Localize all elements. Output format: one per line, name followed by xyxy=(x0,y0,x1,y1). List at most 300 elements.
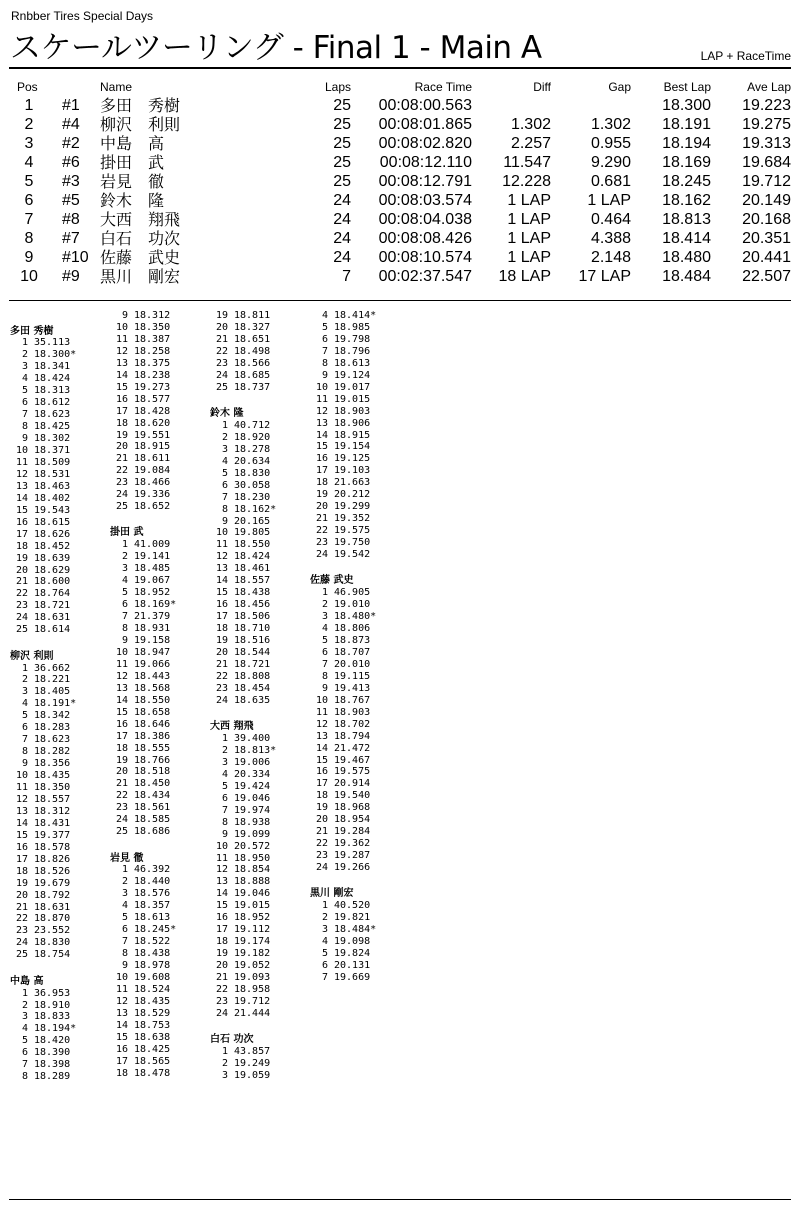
lap-time-entry xyxy=(110,441,170,453)
lap-time: 19.542 xyxy=(334,549,371,560)
lap-time: 18.435 xyxy=(134,995,171,1007)
lap-time-entry xyxy=(310,406,370,418)
lap-time-entry xyxy=(110,924,176,936)
lap-number: 11 xyxy=(15,456,28,468)
lap-time: 19.575 xyxy=(334,766,371,778)
lap-time: 18.312 xyxy=(134,310,171,321)
lap-time: 18.686 xyxy=(134,826,171,838)
lap-time: 18.915 xyxy=(334,429,371,441)
lap-time: 18.428 xyxy=(134,405,171,417)
lap-time: 18.707 xyxy=(334,646,371,658)
result-row xyxy=(0,191,800,210)
lap-time-entry xyxy=(310,635,370,647)
result-ave: 19.223 xyxy=(742,97,791,114)
lap-time-entry xyxy=(10,1071,70,1083)
lap-time: 18.954 xyxy=(334,814,371,826)
lap-time-entry xyxy=(310,346,370,358)
lap-time-entry xyxy=(110,418,170,430)
lap-number: 7 xyxy=(121,611,128,623)
lap-driver-name: 白石 功次 xyxy=(210,1034,254,1046)
lap-time: 19.249 xyxy=(234,1058,271,1070)
lap-time-entry xyxy=(110,1044,170,1056)
lap-time: 18.794 xyxy=(334,730,371,742)
lap-time: 18.830 xyxy=(34,937,71,949)
lap-time-entry xyxy=(110,310,170,322)
lap-time-entry xyxy=(310,719,370,731)
lap-number: 17 xyxy=(115,1055,128,1067)
lap-time-entry xyxy=(10,842,70,854)
lap-time-entry xyxy=(210,635,270,647)
lap-time: 19.352 xyxy=(334,513,371,525)
lap-time-entry xyxy=(210,876,270,888)
lap-time-entry xyxy=(110,1032,170,1044)
lap-number: 12 xyxy=(215,864,228,876)
lap-number: 13 xyxy=(315,730,328,742)
result-no: #4 xyxy=(62,116,80,133)
lap-time: 18.888 xyxy=(234,876,271,888)
result-gap: 0.681 xyxy=(590,173,631,190)
lap-time-entry xyxy=(310,659,370,671)
result-ave: 19.712 xyxy=(742,173,791,190)
result-best: 18.414 xyxy=(662,230,711,247)
result-diff: 1 LAP xyxy=(507,249,551,266)
lap-time: 18.577 xyxy=(134,393,171,405)
lap-time: 18.526 xyxy=(34,865,71,877)
lap-number: 9 xyxy=(221,515,228,527)
lap-number: 18 xyxy=(215,623,228,635)
lap-time: 19.093 xyxy=(234,972,271,984)
lap-time: 18.387 xyxy=(134,333,171,345)
lap-number: 24 xyxy=(215,694,228,706)
lap-time: 18.631 xyxy=(34,901,71,913)
lap-time: 18.623 xyxy=(34,734,71,746)
lap-time: 19.182 xyxy=(234,948,271,960)
lap-time-entry xyxy=(210,912,270,924)
lap-number: 11 xyxy=(115,983,128,995)
lap-number: 18 xyxy=(115,417,128,429)
lap-number: 20 xyxy=(215,960,228,972)
lap-time: 19.067 xyxy=(134,575,171,587)
lap-time: 18.651 xyxy=(234,333,271,345)
lap-time-entry xyxy=(210,757,270,769)
lap-number: 2 xyxy=(21,674,28,686)
result-gap: 1 LAP xyxy=(587,192,631,209)
lap-time: 18.463 xyxy=(34,480,71,492)
lap-number: 10 xyxy=(15,445,28,457)
lap-number: 11 xyxy=(215,852,228,864)
lap-number: 24 xyxy=(115,814,128,826)
lap-number: 17 xyxy=(215,611,228,623)
lap-time-entry xyxy=(210,900,270,912)
lap-time: 18.438 xyxy=(134,948,171,960)
lap-number: 22 xyxy=(115,465,128,477)
lap-driver-name: 佐藤 武史 xyxy=(310,575,354,587)
lap-time: 43.857 xyxy=(234,1046,271,1058)
lap-number: 6 xyxy=(221,792,228,804)
lap-number: 7 xyxy=(21,1059,28,1071)
lap-time-entry xyxy=(210,310,270,322)
lap-time: 19.712 xyxy=(234,995,271,1007)
lap-time-entry xyxy=(10,902,70,914)
result-gap: 0.955 xyxy=(590,135,631,152)
lap-number: 15 xyxy=(315,754,328,766)
lap-time-entry xyxy=(110,778,170,790)
lap-time: 18.938 xyxy=(234,816,271,828)
result-laps: 24 xyxy=(333,211,351,228)
lap-time: 19.798 xyxy=(334,333,371,345)
lap-number: 14 xyxy=(115,694,128,706)
lap-time: 18.440 xyxy=(134,876,171,888)
lap-time: 19.174 xyxy=(234,936,271,948)
lap-time-entry xyxy=(110,1008,170,1020)
lap-time-entry xyxy=(10,481,70,493)
lap-time: 18.531 xyxy=(34,468,71,480)
lap-time-entry xyxy=(110,370,170,382)
lap-time-entry xyxy=(10,949,70,961)
lap-number: 22 xyxy=(215,670,228,682)
lap-time-entry xyxy=(10,663,70,675)
lap-time: 18.646 xyxy=(134,718,171,730)
lap-time: 40.520 xyxy=(334,900,371,912)
lap-number: 14 xyxy=(215,575,228,587)
lap-time: 19.006 xyxy=(234,756,271,768)
lap-number: 5 xyxy=(321,635,328,647)
lap-time-entry xyxy=(210,864,270,876)
lap-time-entry xyxy=(10,937,70,949)
lap-time-entry xyxy=(310,647,370,659)
lap-number: 4 xyxy=(321,623,328,635)
lap-time: 18.431 xyxy=(34,817,71,829)
lap-time: 18.402 xyxy=(34,492,71,504)
lap-number: 2 xyxy=(121,876,128,888)
lap-number: 15 xyxy=(15,504,28,516)
result-pos: 2 xyxy=(24,116,34,133)
lap-time-entry xyxy=(210,924,270,936)
lap-time-entry xyxy=(210,587,270,599)
lap-time-entry xyxy=(10,818,70,830)
report-mode: LAP + RaceTime xyxy=(700,49,791,63)
lap-time-entry xyxy=(10,1059,70,1071)
lap-number: 15 xyxy=(15,829,28,841)
lap-time: 19.052 xyxy=(234,960,271,972)
lap-time: 18.386 xyxy=(134,730,171,742)
lap-number: 14 xyxy=(315,429,328,441)
lap-time-entry xyxy=(210,492,270,504)
lap-number: 6 xyxy=(321,646,328,658)
lap-time-entry xyxy=(310,334,370,346)
lap-number: 23 xyxy=(215,357,228,369)
lap-time-entry xyxy=(110,743,170,755)
lap-time-entry xyxy=(110,1056,170,1068)
lap-time-entry xyxy=(210,805,270,817)
result-gap: 0.464 xyxy=(590,211,631,228)
lap-number: 14 xyxy=(315,742,328,754)
lap-number: 18 xyxy=(115,742,128,754)
lap-number: 22 xyxy=(215,983,228,995)
lap-time: 18.767 xyxy=(334,694,371,706)
lap-time: 18.425 xyxy=(134,1043,171,1055)
result-time: 00:08:12.791 xyxy=(378,173,472,190)
lap-time-entry xyxy=(210,984,270,996)
result-pos: 10 xyxy=(20,268,38,285)
lap-time-entry xyxy=(310,370,370,382)
lap-number: 15 xyxy=(115,381,128,393)
lap-number: 12 xyxy=(115,995,128,1007)
lap-time: 18.830 xyxy=(234,467,271,479)
lap-number: 2 xyxy=(221,744,228,756)
lap-time: 18.342 xyxy=(34,710,71,722)
lap-number: 8 xyxy=(221,503,228,515)
lap-time: 19.805 xyxy=(234,527,271,539)
lap-time-entry xyxy=(10,600,70,612)
lap-time: 19.059 xyxy=(234,1070,271,1082)
lap-time: 18.639 xyxy=(34,552,71,564)
lap-time-entry xyxy=(110,1068,170,1080)
lap-time: 18.947 xyxy=(134,646,171,658)
lap-number: 15 xyxy=(115,1031,128,1043)
lap-time-entry xyxy=(110,611,170,623)
lap-time-entry xyxy=(310,683,370,695)
lap-time-entry xyxy=(10,878,70,890)
lap-time-entry xyxy=(210,936,270,948)
result-best: 18.191 xyxy=(662,116,711,133)
lap-number: 19 xyxy=(215,948,228,960)
result-gap: 4.388 xyxy=(590,230,631,247)
lap-number: 13 xyxy=(215,876,228,888)
lap-time-entry xyxy=(210,382,270,394)
lap-number: 21 xyxy=(215,333,228,345)
lap-time-entry xyxy=(110,575,170,587)
lap-time: 18.230 xyxy=(234,491,271,503)
lap-time-entry xyxy=(10,421,70,433)
lap-number: 22 xyxy=(315,525,328,537)
lap-time-entry xyxy=(210,322,270,334)
lap-time: 19.124 xyxy=(334,369,371,381)
lap-time: 18.557 xyxy=(234,575,271,587)
lap-time-entry xyxy=(10,469,70,481)
lap-time: 18.611 xyxy=(134,453,171,465)
lap-time-entry xyxy=(310,453,370,465)
lap-number: 8 xyxy=(121,948,128,960)
lap-time: 19.824 xyxy=(334,948,371,960)
lap-time-entry xyxy=(310,501,370,513)
result-row xyxy=(0,267,800,286)
lap-number: 17 xyxy=(315,465,328,477)
lap-number: 24 xyxy=(315,549,328,560)
lap-time-entry xyxy=(210,647,270,659)
result-best: 18.813 xyxy=(662,211,711,228)
lap-time: 18.631 xyxy=(34,612,71,624)
result-diff: 1 LAP xyxy=(507,211,551,228)
lap-time: 18.808 xyxy=(234,670,271,682)
lap-time-entry xyxy=(210,432,270,444)
lap-number: 21 xyxy=(15,576,28,588)
lap-time-entry xyxy=(210,793,270,805)
lap-number: 4 xyxy=(21,373,28,385)
lap-number: 1 xyxy=(221,733,228,745)
lap-time: 19.046 xyxy=(234,888,271,900)
lap-driver-name: 柳沢 利則 xyxy=(10,650,54,662)
result-time: 00:08:10.574 xyxy=(378,249,472,266)
lap-time-entry xyxy=(110,394,170,406)
lap-time-entry xyxy=(310,537,370,549)
lap-time-entry xyxy=(210,599,270,611)
result-no: #6 xyxy=(62,154,80,171)
result-diff: 2.257 xyxy=(510,135,551,152)
lap-number: 3 xyxy=(21,361,28,373)
lap-time: 18.903 xyxy=(334,405,371,417)
lap-number: 18 xyxy=(15,865,28,877)
lap-time-entry xyxy=(210,358,270,370)
lap-time: 18.753 xyxy=(134,1019,171,1031)
result-ave: 19.275 xyxy=(742,116,791,133)
lap-number: 5 xyxy=(121,587,128,599)
col-diff-header: Diff xyxy=(533,80,551,94)
lap-time-entry xyxy=(110,635,170,647)
lap-time-entry xyxy=(210,539,270,551)
lap-time: 19.010 xyxy=(334,599,371,611)
lap-time: 18.550 xyxy=(134,694,171,706)
lap-time-entry xyxy=(310,826,370,838)
lap-number: 6 xyxy=(21,722,28,734)
lap-time: 18.950 xyxy=(234,852,271,864)
lap-time: 18.425 xyxy=(34,421,71,433)
lap-time-entry xyxy=(110,948,170,960)
lap-time-entry xyxy=(10,890,70,902)
lap-number: 3 xyxy=(21,686,28,698)
lap-number: 11 xyxy=(215,539,228,551)
result-row xyxy=(0,229,800,248)
lap-time-entry xyxy=(310,766,370,778)
lap-number: 23 xyxy=(315,850,328,862)
lap-time-entry xyxy=(110,876,170,888)
lap-time: 19.017 xyxy=(334,381,371,393)
lap-time-entry xyxy=(10,758,70,770)
lap-time: 18.613 xyxy=(334,357,371,369)
lap-time: 23.552 xyxy=(34,925,71,937)
lap-time-entry xyxy=(310,599,370,611)
lap-time: 18.371 xyxy=(34,445,71,457)
lap-number: 1 xyxy=(221,419,228,431)
result-best: 18.162 xyxy=(662,192,711,209)
lap-time-entry xyxy=(310,972,370,984)
lap-time: 18.405 xyxy=(34,686,71,698)
lap-time-entry xyxy=(210,817,270,829)
lap-time: 18.658 xyxy=(134,706,171,718)
lap-number: 6 xyxy=(21,1047,28,1059)
lap-number: 20 xyxy=(215,646,228,658)
lap-number: 17 xyxy=(15,528,28,540)
lap-time: 18.920 xyxy=(234,431,271,443)
lap-number: 24 xyxy=(15,937,28,949)
result-laps: 25 xyxy=(333,97,351,114)
lap-time-entry xyxy=(110,489,170,501)
result-name: 大西 翔飛 xyxy=(100,210,181,229)
lap-time-entry xyxy=(310,611,376,623)
result-row xyxy=(0,248,800,267)
lap-time: 21.663 xyxy=(334,477,371,489)
result-name: 掛田 武 xyxy=(100,153,165,172)
lap-time-entry xyxy=(10,553,70,565)
lap-number: 9 xyxy=(21,433,28,445)
lap-number: 7 xyxy=(221,491,228,503)
result-time: 00:08:03.574 xyxy=(378,192,472,209)
lap-time: 19.608 xyxy=(134,972,171,984)
lap-number: 21 xyxy=(215,658,228,670)
lap-time-entry xyxy=(210,504,276,516)
result-name: 多田 秀樹 xyxy=(100,96,181,115)
lap-time-entry xyxy=(110,671,170,683)
lap-time-entry xyxy=(10,337,70,349)
lap-number: 19 xyxy=(15,877,28,889)
lap-number: 18 xyxy=(315,477,328,489)
lap-time-entry xyxy=(210,480,270,492)
lap-number: 21 xyxy=(315,826,328,838)
lap-time-entry xyxy=(10,698,76,710)
lap-number: 14 xyxy=(215,888,228,900)
result-best: 18.194 xyxy=(662,135,711,152)
lap-time-entry xyxy=(10,782,70,794)
lap-time: 18.915 xyxy=(134,441,171,453)
lap-time-entry xyxy=(310,960,370,972)
lap-time: 40.712 xyxy=(234,419,271,431)
lap-number: 14 xyxy=(15,492,28,504)
lap-time-entry xyxy=(110,358,170,370)
lap-number: 15 xyxy=(115,706,128,718)
lap-time: 18.638 xyxy=(134,1031,171,1043)
lap-number: 1 xyxy=(21,987,28,999)
lap-time: 18.456 xyxy=(234,599,271,611)
lap-number: 3 xyxy=(221,756,228,768)
lap-number: 13 xyxy=(15,480,28,492)
lap-time: 18.721 xyxy=(234,658,271,670)
lap-time: 19.679 xyxy=(34,877,71,889)
lap-number: 9 xyxy=(321,369,328,381)
lap-number: 12 xyxy=(15,468,28,480)
lap-time-entry xyxy=(110,599,176,611)
result-laps: 25 xyxy=(333,173,351,190)
lap-time: 18.544 xyxy=(234,646,271,658)
lap-number: 6 xyxy=(121,599,128,611)
lap-number: 24 xyxy=(215,369,228,381)
lap-number: 24 xyxy=(215,1007,228,1019)
lap-time: 18.813* xyxy=(234,744,277,756)
lap-time-entry xyxy=(210,516,270,528)
lap-time: 19.299 xyxy=(334,501,371,513)
lap-time-entry xyxy=(10,576,70,588)
lap-time-entry xyxy=(110,826,170,838)
lap-time-entry xyxy=(210,370,270,382)
lap-time: 18.450 xyxy=(134,778,171,790)
lap-time: 18.652 xyxy=(134,501,171,513)
lap-time: 18.578 xyxy=(34,841,71,853)
lap-time-entry xyxy=(210,853,270,865)
lap-time: 18.478 xyxy=(134,1067,171,1079)
lap-number: 3 xyxy=(221,443,228,455)
event-name: Rnbber Tires Special Days xyxy=(11,9,154,23)
lap-number: 16 xyxy=(115,393,128,405)
lap-number: 7 xyxy=(221,804,228,816)
lap-times-section xyxy=(0,310,800,1195)
lap-time-entry xyxy=(10,409,70,421)
lap-number: 16 xyxy=(15,516,28,528)
lap-time-entry xyxy=(10,710,70,722)
lap-time-entry xyxy=(10,493,70,505)
lap-number: 25 xyxy=(115,501,128,513)
lap-time: 20.131 xyxy=(334,960,371,972)
lap-driver-name: 中島 高 xyxy=(10,975,44,987)
lap-time: 19.669 xyxy=(334,972,371,984)
